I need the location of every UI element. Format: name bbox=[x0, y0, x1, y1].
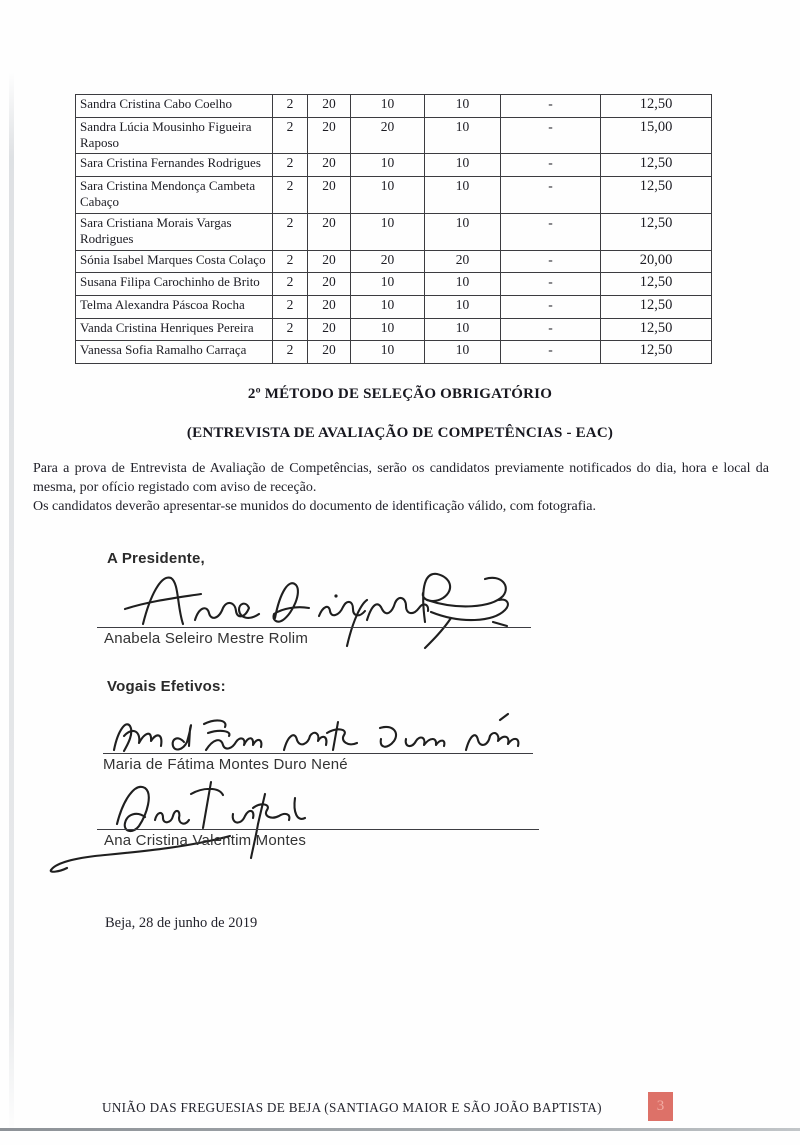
score-cell: 10 bbox=[351, 273, 425, 296]
score-cell: 10 bbox=[425, 213, 501, 250]
vogal1-signature-line bbox=[103, 753, 533, 754]
vogal1-name: Maria de Fátima Montes Duro Nené bbox=[103, 756, 348, 773]
score-cell: 20 bbox=[351, 250, 425, 273]
score-cell: 2 bbox=[273, 117, 308, 154]
score-cell: 10 bbox=[425, 154, 501, 177]
score-cell: 2 bbox=[273, 177, 308, 214]
method-title: 2º MÉTODO DE SELEÇÃO OBRIGATÓRIO bbox=[247, 386, 553, 402]
table-row bbox=[76, 177, 712, 214]
table-row bbox=[76, 318, 712, 341]
table-row bbox=[76, 295, 712, 318]
score-cell: 20 bbox=[425, 250, 501, 273]
total-score-cell: 12,50 bbox=[601, 341, 712, 364]
score-cell: 20 bbox=[308, 341, 351, 364]
candidate-name-cell: Sónia Isabel Marques Costa Colaço bbox=[76, 250, 273, 273]
total-score-cell: 12,50 bbox=[601, 213, 712, 250]
score-cell: 20 bbox=[308, 213, 351, 250]
score-cell: 10 bbox=[425, 95, 501, 118]
score-cell: 10 bbox=[425, 273, 501, 296]
candidate-name-cell: Sara Cristina Mendonça Cambeta Cabaço bbox=[76, 177, 273, 214]
score-cell: 2 bbox=[273, 213, 308, 250]
scan-edge-left bbox=[9, 72, 14, 1134]
table-row bbox=[76, 250, 712, 273]
president-name: Anabela Seleiro Mestre Rolim bbox=[104, 630, 309, 647]
score-cell: 20 bbox=[308, 250, 351, 273]
score-cell: 10 bbox=[351, 177, 425, 214]
table-row bbox=[76, 154, 712, 177]
score-cell: 10 bbox=[351, 341, 425, 364]
score-cell: 10 bbox=[425, 318, 501, 341]
total-score-cell: 12,50 bbox=[601, 273, 712, 296]
candidates-score-table bbox=[75, 94, 712, 364]
total-score-cell: 12,50 bbox=[601, 95, 712, 118]
candidate-name-cell: Sandra Lúcia Mousinho Figueira Raposo bbox=[76, 117, 273, 154]
candidate-name-cell: Sara Cristiana Morais Vargas Rodrigues bbox=[76, 213, 273, 250]
vogal2-signature bbox=[25, 778, 555, 878]
score-cell: 20 bbox=[308, 273, 351, 296]
score-cell: - bbox=[501, 213, 601, 250]
score-cell: 10 bbox=[425, 117, 501, 154]
score-cell: - bbox=[501, 250, 601, 273]
president-signature-line bbox=[97, 627, 531, 628]
score-cell: 20 bbox=[351, 117, 425, 154]
score-cell: 10 bbox=[351, 295, 425, 318]
notification-paragraphs bbox=[33, 459, 769, 516]
score-cell: 2 bbox=[273, 250, 308, 273]
results-table-body bbox=[76, 95, 712, 364]
vogal2-name: Ana Cristina Valentim Montes bbox=[104, 832, 307, 849]
score-cell: 20 bbox=[308, 295, 351, 318]
vogais-label: Vogais Efetivos: bbox=[107, 678, 226, 695]
candidate-name-cell: Sara Cristina Fernandes Rodrigues bbox=[76, 154, 273, 177]
score-cell: - bbox=[501, 154, 601, 177]
date-line: Beja, 28 de junho de 2019 bbox=[105, 915, 258, 931]
score-cell: 10 bbox=[425, 341, 501, 364]
score-cell: - bbox=[501, 273, 601, 296]
candidate-name-cell: Vanessa Sofia Ramalho Carraça bbox=[76, 341, 273, 364]
score-cell: 10 bbox=[425, 295, 501, 318]
score-cell: 20 bbox=[308, 117, 351, 154]
score-cell: 10 bbox=[351, 154, 425, 177]
score-cell: - bbox=[501, 177, 601, 214]
score-cell: 10 bbox=[351, 318, 425, 341]
page-number-badge: 3 bbox=[648, 1092, 673, 1121]
total-score-cell: 15,00 bbox=[601, 117, 712, 154]
score-cell: 20 bbox=[308, 95, 351, 118]
score-cell: 10 bbox=[351, 95, 425, 118]
score-cell: 2 bbox=[273, 295, 308, 318]
score-cell: 2 bbox=[273, 95, 308, 118]
table-row bbox=[76, 95, 712, 118]
score-cell: 20 bbox=[308, 318, 351, 341]
score-cell: 2 bbox=[273, 341, 308, 364]
total-score-cell: 12,50 bbox=[601, 318, 712, 341]
score-cell: 2 bbox=[273, 318, 308, 341]
score-cell: - bbox=[501, 295, 601, 318]
candidate-name-cell: Telma Alexandra Páscoa Rocha bbox=[76, 295, 273, 318]
score-cell: - bbox=[501, 117, 601, 154]
vogal2-signature-line bbox=[97, 829, 539, 830]
table-row bbox=[76, 341, 712, 364]
paragraph-identification: Os candidatos deverão apresentar-se munidos do documento de identificação válido, com fotografia. bbox=[33, 499, 597, 514]
candidate-name-cell: Susana Filipa Carochinho de Brito bbox=[76, 273, 273, 296]
total-score-cell: 12,50 bbox=[601, 295, 712, 318]
method-subtitle: (ENTREVISTA DE AVALIAÇÃO DE COMPETÊNCIAS - EAC) bbox=[186, 425, 614, 441]
score-cell: - bbox=[501, 95, 601, 118]
total-score-cell: 12,50 bbox=[601, 154, 712, 177]
score-cell: 20 bbox=[308, 154, 351, 177]
president-label: A Presidente, bbox=[107, 550, 205, 567]
score-cell: - bbox=[501, 341, 601, 364]
score-cell: 20 bbox=[308, 177, 351, 214]
table-row bbox=[76, 273, 712, 296]
score-cell: - bbox=[501, 318, 601, 341]
candidate-name-cell: Sandra Cristina Cabo Coelho bbox=[76, 95, 273, 118]
total-score-cell: 12,50 bbox=[601, 177, 712, 214]
footer-organization: UNIÃO DAS FREGUESIAS DE BEJA (SANTIAGO MAIOR E SÃO JOÃO BAPTISTA) bbox=[102, 1100, 602, 1115]
total-score-cell: 20,00 bbox=[601, 250, 712, 273]
score-cell: 10 bbox=[351, 213, 425, 250]
table-row bbox=[76, 117, 712, 154]
paragraph-notification: Para a prova de Entrevista de Avaliação de Competências, serão os candidatos previamente notificados do dia, hora e local da mesma, por ofício registado com aviso de receção. bbox=[33, 461, 769, 495]
score-cell: 10 bbox=[425, 177, 501, 214]
table-row bbox=[76, 213, 712, 250]
score-cell: 2 bbox=[273, 154, 308, 177]
score-cell: 2 bbox=[273, 273, 308, 296]
scan-edge-bottom bbox=[0, 1128, 800, 1131]
candidate-name-cell: Vanda Cristina Henriques Pereira bbox=[76, 318, 273, 341]
